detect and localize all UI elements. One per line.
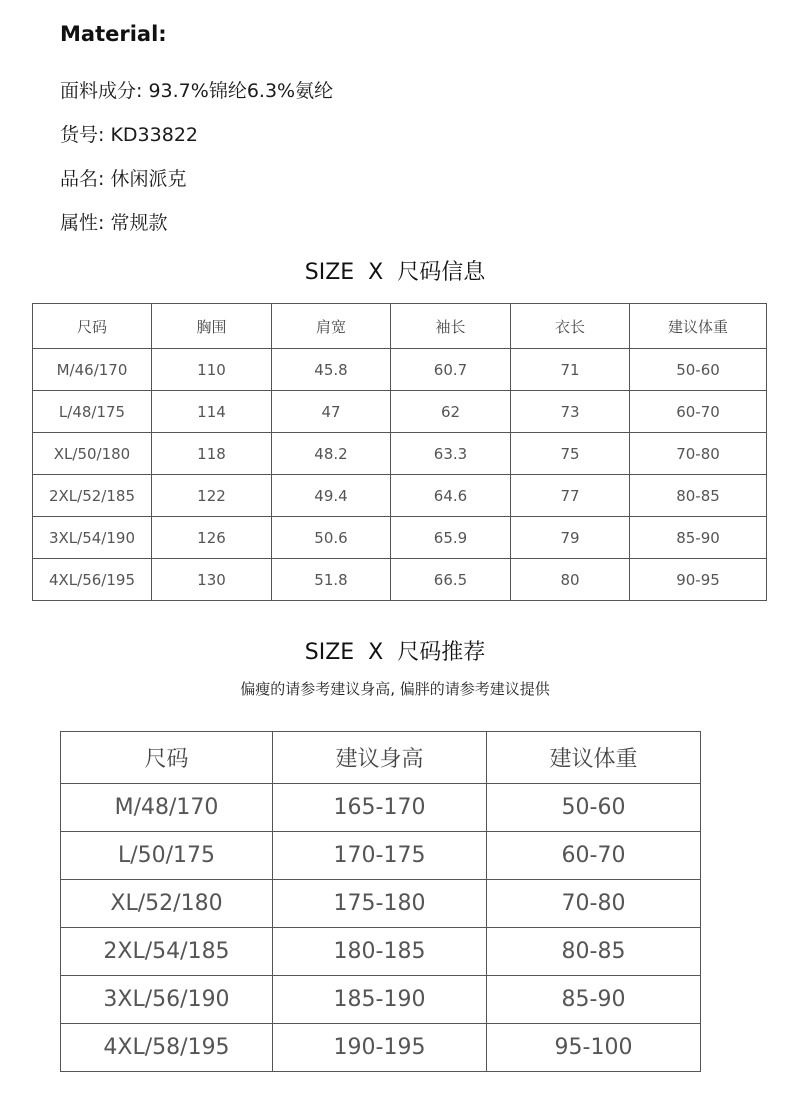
table-row [61,832,701,880]
table-cell: 60.7 [391,349,511,391]
table-cell: 165-170 [273,784,487,832]
table-cell: XL/52/180 [61,880,273,928]
table-row [33,517,767,559]
table-cell: 64.6 [391,475,511,517]
table-row [33,391,767,433]
table-cell: 110 [152,349,272,391]
size-info-title: SIZE X 尺码信息 [304,260,486,285]
table-cell: 4XL/56/195 [33,559,152,601]
table-cell: 95-100 [487,1024,701,1072]
column-header: 胸围 [152,304,272,349]
info-label: 货号 [60,124,99,146]
table-cell: 3XL/54/190 [33,517,152,559]
table-cell: 130 [152,559,272,601]
table-cell: 71 [511,349,630,391]
column-header: 袖长 [391,304,511,349]
table-header-row [33,304,767,349]
table-cell: 66.5 [391,559,511,601]
item-number-line: 货号: KD33822 [60,124,199,146]
table-row [61,1024,701,1072]
table-cell: 48.2 [272,433,391,475]
info-value: 常规款 [110,212,168,234]
table-cell: 180-185 [273,928,487,976]
table-cell: 175-180 [273,880,487,928]
table-cell: 80-85 [487,928,701,976]
material-title: Material: [60,22,167,46]
attribute-line: 属性: 常规款 [60,212,168,234]
table-cell: 50-60 [487,784,701,832]
table-cell: 85-90 [630,517,767,559]
table-cell: L/48/175 [33,391,152,433]
table-cell: 45.8 [272,349,391,391]
table-cell: 50.6 [272,517,391,559]
table-cell: 185-190 [273,976,487,1024]
table-cell: 90-95 [630,559,767,601]
table-row [33,559,767,601]
table-row [61,880,701,928]
table-cell: 3XL/56/190 [61,976,273,1024]
info-label: 面料成分 [60,80,137,102]
table-cell: 2XL/52/185 [33,475,152,517]
table-cell: 122 [152,475,272,517]
table-cell: 70-80 [487,880,701,928]
size-recommend-title: SIZE X 尺码推荐 [304,640,486,665]
column-header: 建议体重 [487,732,701,784]
table-cell: M/46/170 [33,349,152,391]
table-cell: 62 [391,391,511,433]
table-cell: 118 [152,433,272,475]
table-cell: 79 [511,517,630,559]
column-header: 尺码 [33,304,152,349]
table-cell: 60-70 [630,391,767,433]
table-cell: XL/50/180 [33,433,152,475]
table-cell: 85-90 [487,976,701,1024]
product-name-line: 品名: 休闲派克 [60,168,187,190]
table-cell: 50-60 [630,349,767,391]
table-row [33,433,767,475]
info-value: 93.7%锦纶6.3%氨纶 [148,80,334,102]
info-value: 休闲派克 [110,168,187,190]
table-cell: 63.3 [391,433,511,475]
table-cell: 190-195 [273,1024,487,1072]
table-cell: 51.8 [272,559,391,601]
info-label: 属性 [60,212,99,234]
table-cell: 80-85 [630,475,767,517]
table-cell: 75 [511,433,630,475]
table-row [61,784,701,832]
size-info-table [32,303,767,601]
table-cell: 114 [152,391,272,433]
table-cell: 65.9 [391,517,511,559]
size-recommend-table [60,731,701,1072]
table-cell: 126 [152,517,272,559]
fabric-composition-line: 面料成分: 93.7%锦纶6.3%氨纶 [60,80,334,102]
column-header: 肩宽 [272,304,391,349]
table-cell: 49.4 [272,475,391,517]
table-cell: 60-70 [487,832,701,880]
table-row [33,349,767,391]
table-row [61,976,701,1024]
table-cell: L/50/175 [61,832,273,880]
table-cell: 170-175 [273,832,487,880]
column-header: 建议体重 [630,304,767,349]
column-header: 衣长 [511,304,630,349]
table-cell: 77 [511,475,630,517]
table-cell: 2XL/54/185 [61,928,273,976]
size-recommend-subtitle: 偏瘦的请参考建议身高, 偏胖的请参考建议提供 [240,680,550,698]
column-header: 尺码 [61,732,273,784]
table-header-row [61,732,701,784]
table-cell: 47 [272,391,391,433]
table-cell: 4XL/58/195 [61,1024,273,1072]
table-cell: M/48/170 [61,784,273,832]
table-cell: 70-80 [630,433,767,475]
info-value: KD33822 [110,124,199,146]
column-header: 建议身高 [273,732,487,784]
table-cell: 73 [511,391,630,433]
info-label: 品名 [60,168,99,190]
table-row [33,475,767,517]
table-row [61,928,701,976]
table-cell: 80 [511,559,630,601]
